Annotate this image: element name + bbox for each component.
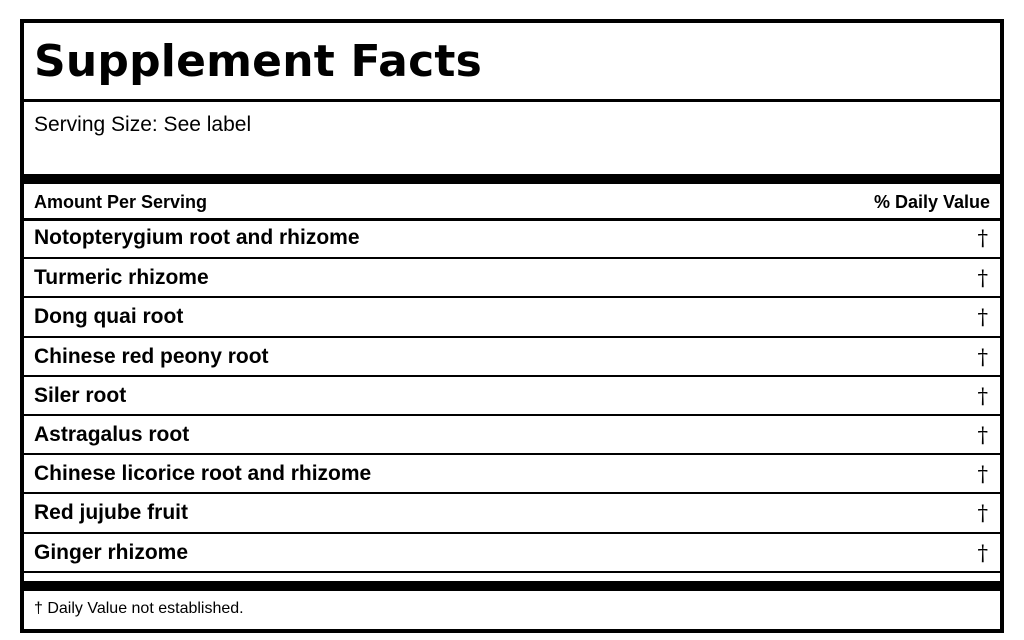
- supplement-facts-panel: [20, 19, 1004, 633]
- dagger-daily-value: †: [977, 226, 988, 250]
- dagger-daily-value: †: [977, 305, 988, 330]
- dagger-daily-value: †: [977, 422, 988, 447]
- dagger-daily-value: †: [977, 344, 988, 369]
- ingredient-row: [24, 455, 1000, 494]
- ingredient-row: [24, 259, 1000, 298]
- serving-divider-thick: [24, 174, 1000, 184]
- ingredient-row: [24, 416, 1000, 455]
- column-header-row: [24, 184, 1000, 218]
- title-divider: [24, 99, 1000, 102]
- dagger-daily-value: †: [977, 266, 988, 291]
- ingredient-name: Red jujube fruit: [34, 501, 188, 525]
- ingredient-row: [24, 338, 1000, 377]
- ingredient-name: Turmeric rhizome: [34, 266, 209, 290]
- footer-divider-thick: [24, 581, 1000, 591]
- ingredient-name: Ginger rhizome: [34, 540, 189, 564]
- dagger-daily-value: †: [977, 501, 988, 526]
- dagger-daily-value: †: [977, 462, 988, 487]
- ingredient-row: [24, 298, 1000, 337]
- ingredient-name: Dong quai root: [34, 305, 184, 329]
- ingredient-list: [24, 218, 1000, 573]
- ingredient-name: Notopterygium root and rhizome: [34, 226, 360, 249]
- ingredient-name: Chinese licorice root and rhizome: [34, 462, 372, 486]
- ingredient-name: Chinese red peony root: [34, 344, 269, 368]
- dagger-daily-value: †: [977, 540, 988, 565]
- title-area: [24, 23, 1000, 99]
- dagger-daily-value: †: [977, 383, 988, 408]
- daily-value-footnote: † Daily Value not established.: [34, 600, 244, 617]
- serving-size: Serving Size: See label: [34, 113, 252, 136]
- panel-title: Supplement Facts: [34, 36, 482, 87]
- amount-per-serving-header: Amount Per Serving: [34, 192, 208, 212]
- ingredient-name: Siler root: [34, 383, 127, 407]
- daily-value-header: % Daily Value: [873, 192, 990, 212]
- ingredient-row: [24, 377, 1000, 416]
- ingredient-row: [24, 534, 1000, 573]
- ingredient-row: [24, 494, 1000, 533]
- ingredient-name: Astragalus root: [34, 422, 190, 446]
- ingredient-row: [24, 218, 1000, 259]
